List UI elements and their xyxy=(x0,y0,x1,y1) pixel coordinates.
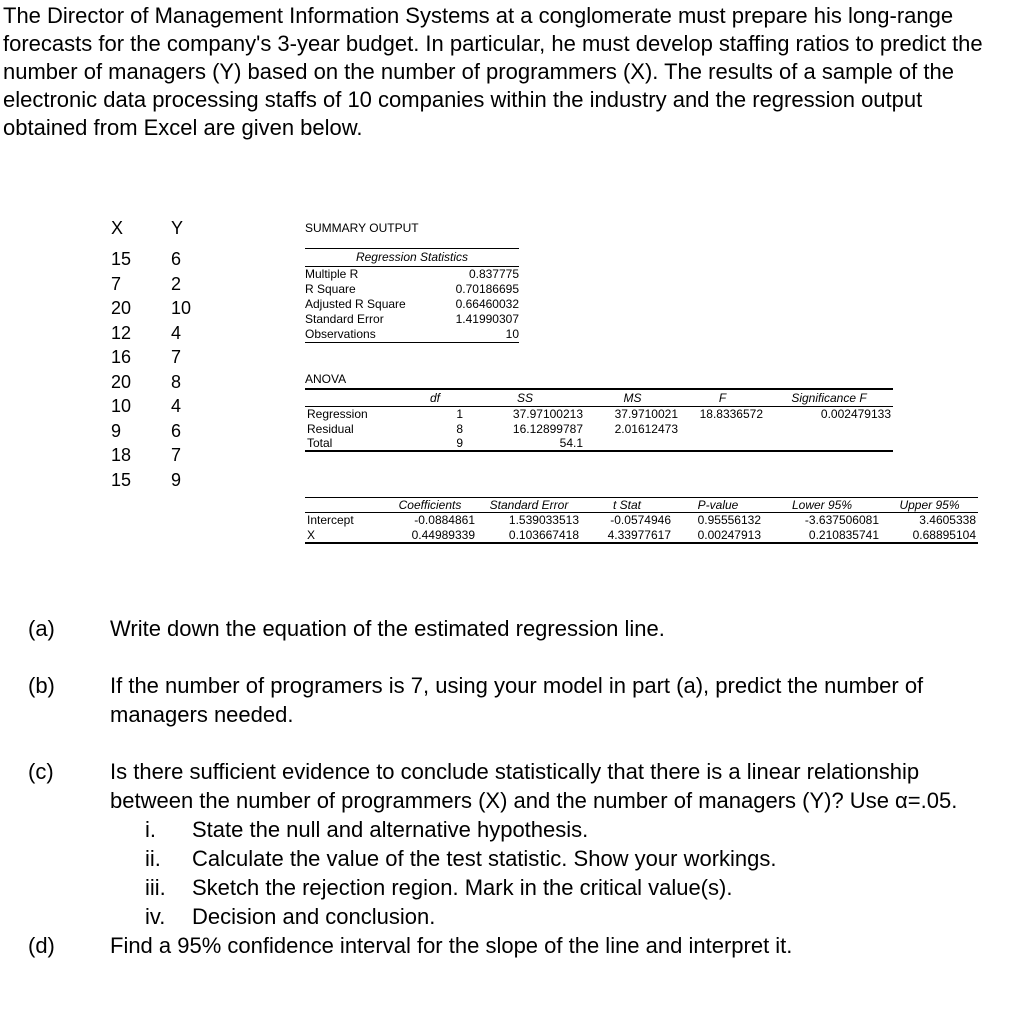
question-b-label: (b) xyxy=(28,673,55,698)
xy-row xyxy=(111,296,231,321)
stat-value: 1.41990307 xyxy=(455,312,519,326)
y-value: 10 xyxy=(171,298,192,318)
sub-label-ii: ii. xyxy=(145,846,161,871)
y-value: 2 xyxy=(171,273,182,294)
xy-header-x: X xyxy=(111,218,124,238)
xy-row xyxy=(111,321,231,346)
coef-header-upper95: Upper 95% xyxy=(881,498,978,513)
x-value: 20 xyxy=(111,298,132,318)
coefficients-header-row xyxy=(305,498,978,513)
anova-row-total: Total 9 54.1 xyxy=(307,436,583,450)
xy-row xyxy=(111,468,231,493)
x-value: 12 xyxy=(111,322,132,343)
xy-row xyxy=(111,247,231,272)
question-c-label: (c) xyxy=(28,759,54,784)
coef-header xyxy=(305,498,383,513)
sub-label-i: i. xyxy=(145,817,156,842)
xy-row xyxy=(111,272,231,297)
coef-header-stderror: Standard Error xyxy=(477,498,581,513)
anova-table xyxy=(305,372,893,452)
y-value: 6 xyxy=(171,420,182,441)
y-value: 7 xyxy=(171,445,182,465)
stat-label: Standard Error xyxy=(305,312,384,326)
anova-row-residual: Residual 8 16.12899787 2.01612473 xyxy=(307,421,678,436)
anova-header-row xyxy=(305,391,893,406)
summary-output-title: SUMMARY OUTPUT xyxy=(305,221,419,235)
xy-row xyxy=(111,370,231,395)
question-d-label: (d) xyxy=(28,933,55,958)
anova-header-df: df xyxy=(405,391,465,406)
xy-row xyxy=(111,394,231,419)
question-c-sub-ii xyxy=(145,844,960,873)
coef-header-tstat: t Stat xyxy=(581,498,673,513)
xy-row xyxy=(111,419,231,444)
xy-row xyxy=(111,443,231,468)
sub-text-i: State the null and alternative hypothesis. xyxy=(192,817,589,842)
x-value: 16 xyxy=(111,347,132,367)
coef-header-pvalue: P-value xyxy=(673,498,763,513)
question-a-text: Write down the equation of the estimated regression line. xyxy=(110,616,665,641)
question-c-sub-iii xyxy=(145,873,960,902)
stat-value: 10 xyxy=(505,327,519,341)
coefficients-table xyxy=(305,497,978,544)
stat-row xyxy=(305,267,519,282)
anova-header-ss: SS xyxy=(465,391,585,406)
questions-section xyxy=(0,614,1014,960)
anova-row-regression: Regression 1 37.97100213 37.9710021 18.8336572 0.002479133 xyxy=(307,406,891,421)
xy-table-header xyxy=(111,218,231,239)
regression-statistics-heading: Regression Statistics xyxy=(305,248,519,267)
question-d-text: Find a 95% confidence interval for the slope of the line and interpret it. xyxy=(110,933,793,958)
coef-row-x: X 0.44989339 0.103667418 4.33977617 0.00247913 0.210835741 0.68895104 xyxy=(307,527,976,542)
y-value: 6 xyxy=(171,249,182,269)
xy-row xyxy=(111,345,231,370)
x-value: 20 xyxy=(111,371,132,392)
y-value: 9 xyxy=(171,469,182,490)
sub-label-iv: iv. xyxy=(145,904,166,929)
sub-text-iii: Sketch the rejection region. Mark in the critical value(s). xyxy=(192,875,733,900)
anova-header xyxy=(305,391,405,406)
y-value: 4 xyxy=(171,322,182,343)
x-value: 7 xyxy=(111,273,122,294)
regression-statistics-table xyxy=(305,248,519,343)
question-d xyxy=(0,931,1014,960)
y-value: 7 xyxy=(171,347,182,367)
stat-value: 0.66460032 xyxy=(455,297,519,311)
anova-header-f: F xyxy=(680,391,765,406)
question-b-text: If the number of programers is 7, using your model in part (a), predict the number of managers needed. xyxy=(110,673,924,727)
stat-label: Observations xyxy=(305,327,376,341)
x-value: 18 xyxy=(111,445,132,465)
stat-label: Adjusted R Square xyxy=(305,297,406,311)
xy-data-table xyxy=(111,218,231,492)
coef-header-coefficients: Coefficients xyxy=(383,498,477,513)
stat-label: R Square xyxy=(305,282,356,296)
question-c-sub-iv xyxy=(145,902,960,931)
stat-label: Multiple R xyxy=(305,267,359,281)
stat-row xyxy=(305,327,519,342)
question-c-sub-i xyxy=(145,815,960,844)
stat-row xyxy=(305,297,519,312)
anova-header-sigf: Significance F xyxy=(765,391,893,406)
y-value: 4 xyxy=(171,396,182,416)
xy-header-y: Y xyxy=(171,218,184,238)
y-value: 8 xyxy=(171,371,182,392)
x-value: 9 xyxy=(111,420,122,441)
stat-value: 0.837775 xyxy=(468,267,519,281)
stat-row xyxy=(305,312,519,327)
intro-paragraph: The Director of Management Information Systems at a conglomerate must prepare his long-range forecasts for the company's 3-year budget. In particular, he must develop staffing ratios to predict the number of managers (Y) based on the number of programmers (X). The results of a sample of the electronic data processing staffs of 10 companies within the industry and the regression output obtained from Excel are given below. xyxy=(3,3,983,140)
anova-header-ms: MS xyxy=(585,391,680,406)
question-b xyxy=(0,671,1014,729)
question-c-body xyxy=(110,757,960,931)
sub-text-ii: Calculate the value of the test statistic. Show your workings. xyxy=(192,846,777,871)
stat-value: 0.70186695 xyxy=(455,282,519,296)
anova-heading: ANOVA xyxy=(305,372,893,390)
coef-row-intercept: Intercept -0.0884861 1.539033513 -0.0574946 0.95556132 -3.637506081 3.4605338 xyxy=(307,513,976,528)
question-c xyxy=(0,757,1014,931)
coef-header-lower95: Lower 95% xyxy=(763,498,881,513)
sub-text-iv: Decision and conclusion. xyxy=(192,904,436,929)
question-a xyxy=(0,614,1014,643)
x-value: 15 xyxy=(111,469,132,490)
sub-label-iii: iii. xyxy=(145,875,166,900)
question-a-label: (a) xyxy=(28,616,55,641)
x-value: 15 xyxy=(111,249,132,269)
x-value: 10 xyxy=(111,396,132,416)
stat-row xyxy=(305,282,519,297)
question-c-text: Is there sufficient evidence to conclude statistically that there is a linear relationship between the number of programmers (X) and the number of managers (Y)? Use α=.05. xyxy=(110,759,958,813)
